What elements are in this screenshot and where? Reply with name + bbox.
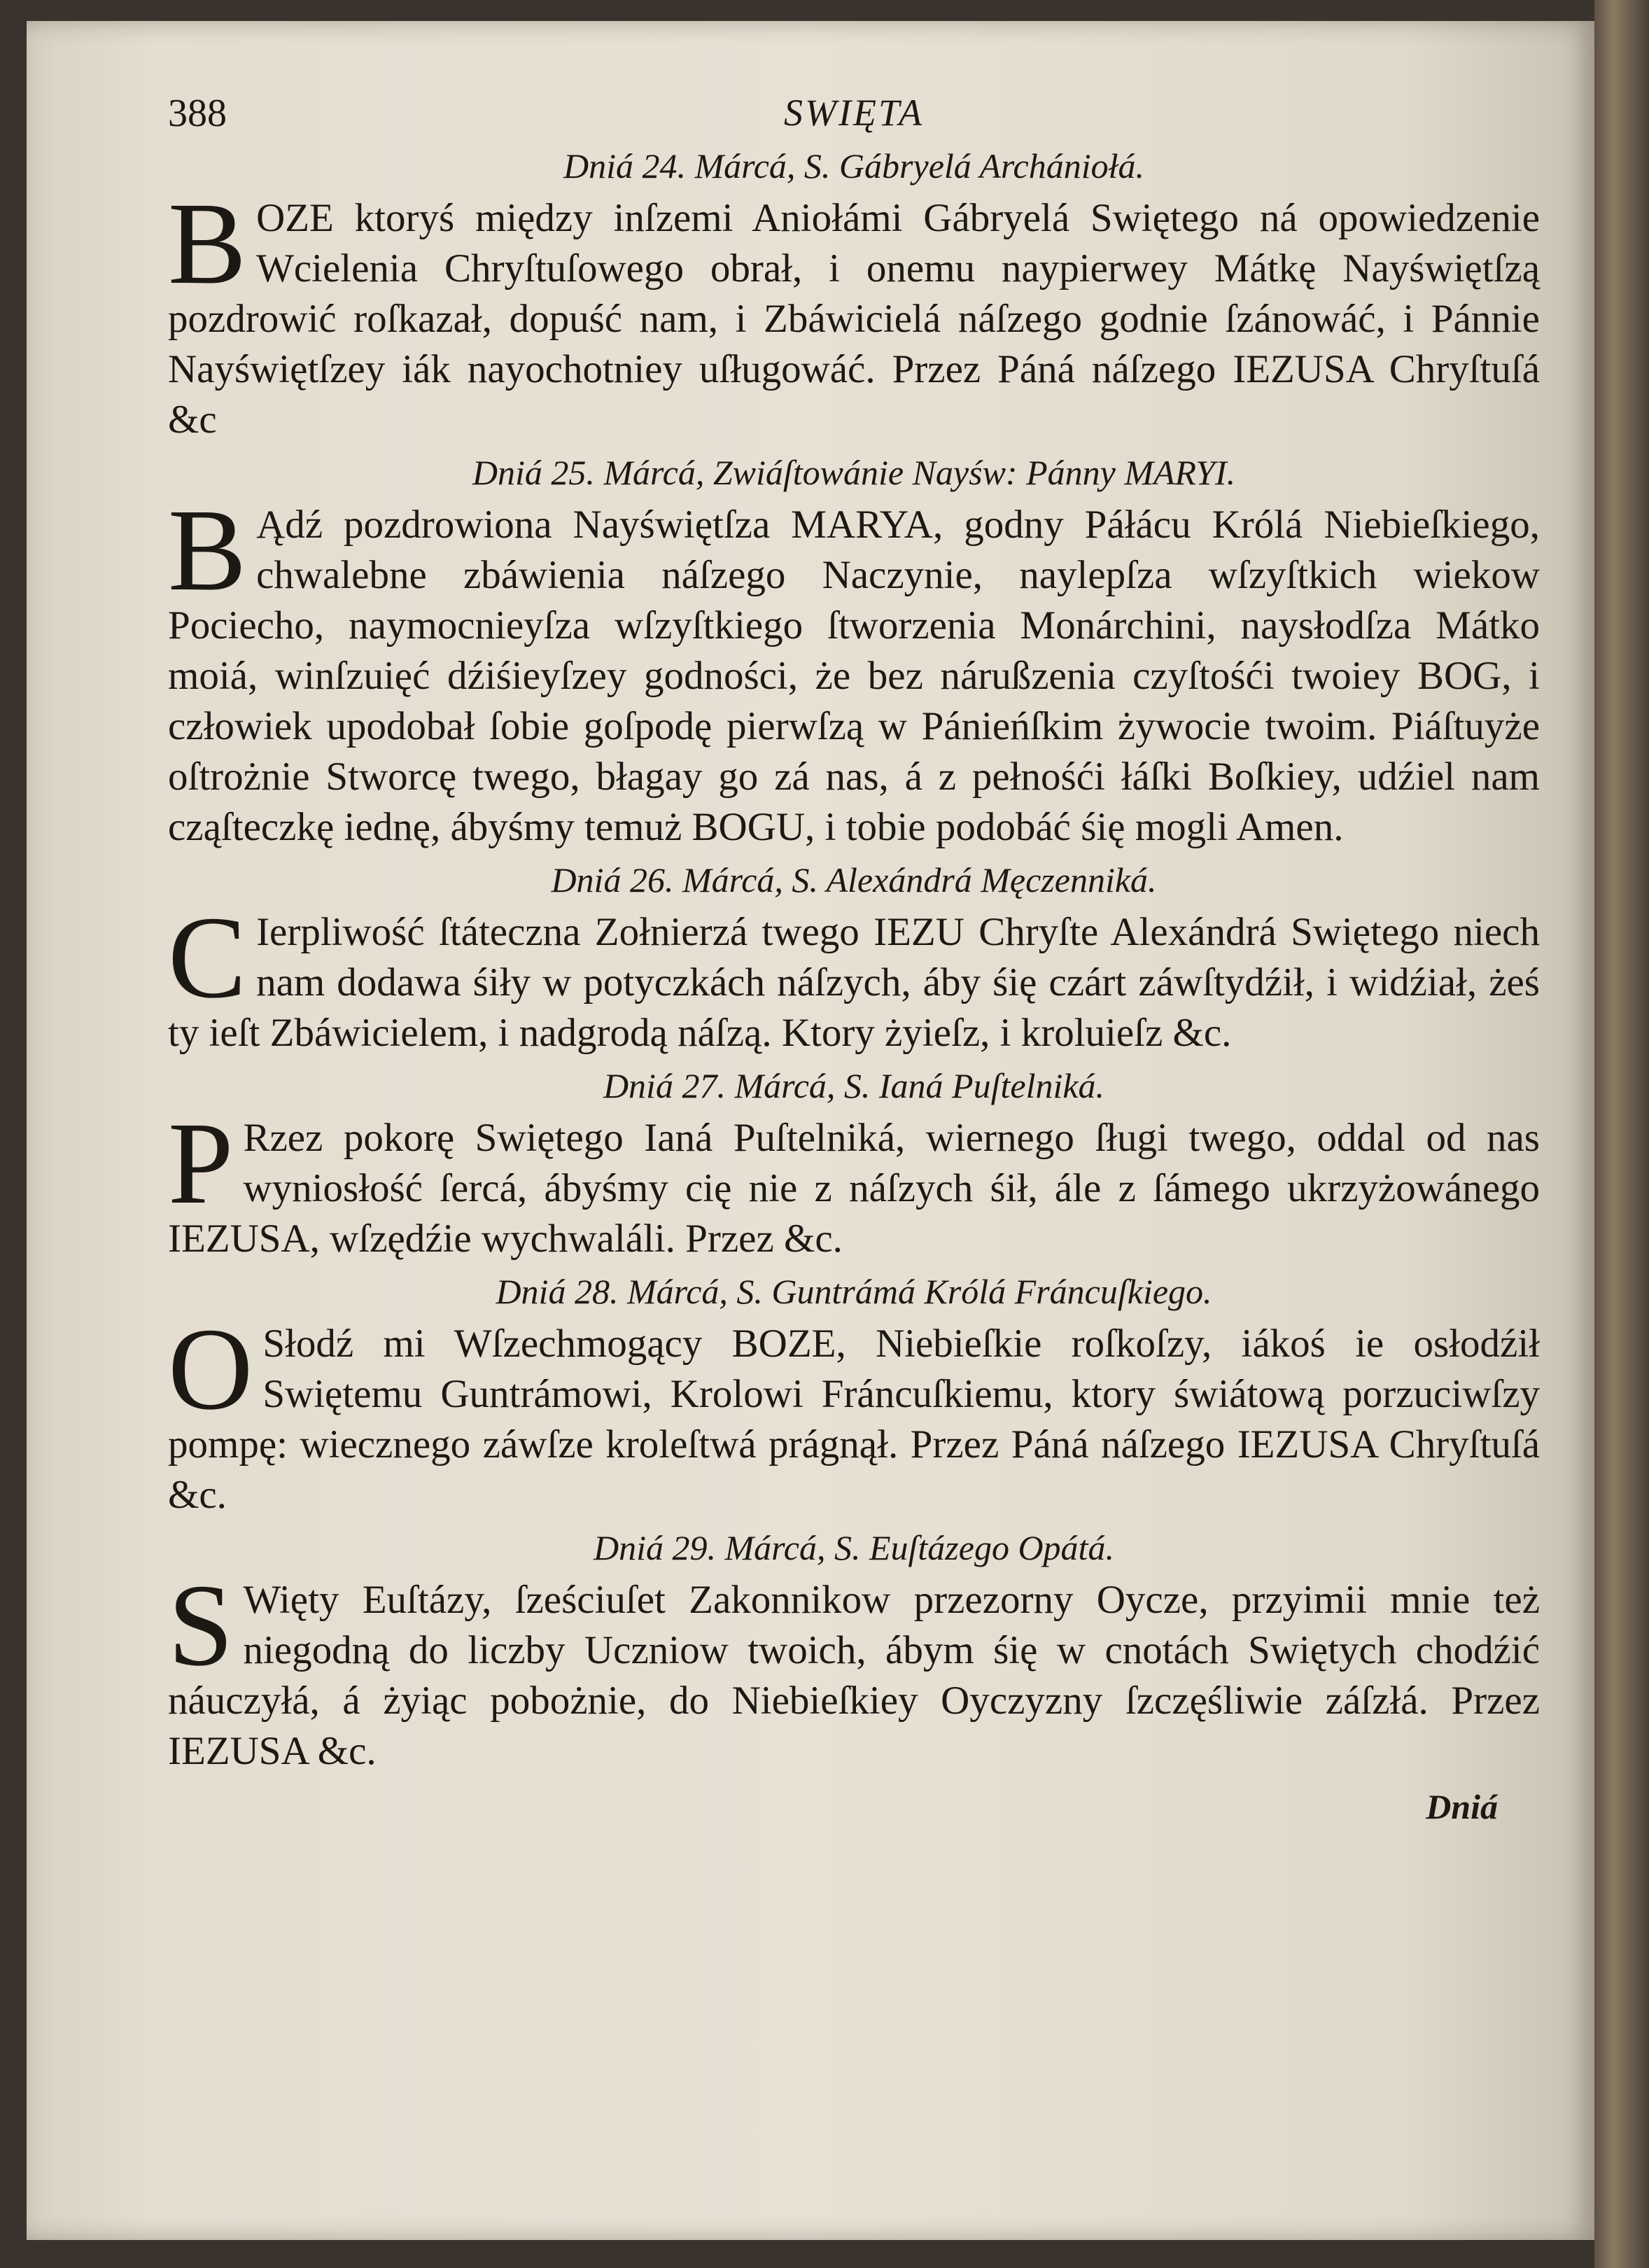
prayer-text: OZE ktoryś między inſzemi Aniołámi Gábryelá Swiętego ná opowiedzenie Wcielenia Chryſtuſowego obrał, i onemu naypierwey Mátkę Nayświętſzą pozdrowić roſkazał, dopuść nam, i Zbáwicielá náſzego godnie ſzánowáć, i Pánnie Nayświętſzey iák nayochotniey uſługowáć. Przez Páná náſzego IEZUSA Chryſtuſá &c	[168, 196, 1540, 442]
entry-rubric: Dniá 24. Márcá, S. Gábryelá Archániołá.	[563, 146, 1144, 186]
prayer-text: Słodź mi Wſzechmogący BOZE, Niebieſkie roſkoſzy, iákoś ie osłodźił Swiętemu Guntrámowi, Krolowi Fráncuſkiemu, ktory świátową porzuciwſzy pompę: wiecznego záwſze kroleſtwá prágnął. Przez Páná náſzego IEZUSA Chryſtuſá &c.	[168, 1322, 1540, 1517]
page-number: 388	[168, 92, 227, 135]
book-edge	[1594, 0, 1649, 2268]
drop-initial: P	[168, 1098, 234, 1228]
entry-prayer	[168, 485, 1540, 853]
drop-initial: S	[168, 1560, 234, 1690]
prayer-text: Więty Euſtázy, ſześciuſet Zakonnikow przezorny Oycze, przyimii mnie też niegodną do liczby Uczniow twoich, ábym śię w cnotách Swiętych chodźić náuczyłá, á żyiąc pobożnie, do Niebieſkiey Oyczyzny ſzczęśliwie záſzłá. Przez IEZUSA &c.	[168, 1578, 1540, 1773]
drop-initial: O	[168, 1304, 253, 1434]
running-head	[168, 91, 1540, 140]
catchword: Dniá	[1426, 1787, 1498, 1826]
drop-initial: B	[168, 485, 247, 615]
running-title: SWIĘTA	[784, 92, 924, 134]
drop-initial: C	[168, 892, 247, 1023]
entry-rubric: Dniá 26. Márcá, S. Alexándrá Męczenniká.	[551, 860, 1157, 899]
prayer-text: Ierpliwość ſtáteczna Zołnierzá twego IEZU Chryſte Alexándrá Swiętego niech nam dodawa śiły w potyczkách náſzych, áby śię czárt záwſtydźił, i widźiał, żeś ty ieſt Zbáwicielem, i nadgrodą náſzą. Ktory żyieſz, i kroluieſz &c.	[168, 910, 1540, 1055]
page-text	[168, 91, 1540, 1830]
entry-rubric: Dniá 25. Márcá, Zwiáſtowánie Nayśw: Pánny MARYI.	[472, 453, 1236, 492]
drop-initial: B	[168, 178, 247, 309]
entry-prayer	[168, 1304, 1540, 1520]
entry-prayer	[168, 178, 1540, 445]
entry-rubric: Dniá 27. Márcá, S. Ianá Puſtelniká.	[603, 1066, 1105, 1105]
entry-prayer	[168, 892, 1540, 1058]
prayer-text: Ądź pozdrowiona Nayświętſza MARYA, godny Páłácu Królá Niebieſkiego, chwalebne zbáwienia náſzego Naczynie, naylepſza wſzyſtkich wiekow Pociecho, naymocnieyſza wſzyſtkiego ſtworzenia Monárchini, naysłodſza Mátko moiá, winſzuięć dźiśieyſzey godności, że bez nárußzenia czyſtośći twoiey BOG, i człowiek upodobał ſobie goſpodę pierwſzą w Pánieńſkim żywocie twoim. Piáſtuyże oſtrożnie Stworcę twego, błagay go zá nas, á z pełnośći łáſki Boſkiey, udźiel nam cząſteczkę iednę, ábyśmy temuż BOGU, i tobie podobáć śię mogli Amen.	[168, 503, 1540, 849]
entry-prayer	[168, 1098, 1540, 1264]
entry-prayer	[168, 1560, 1540, 1777]
entry-rubric: Dniá 28. Márcá, S. Guntrámá Królá Fráncuſkiego.	[496, 1272, 1212, 1311]
entry-rubric: Dniá 29. Márcá, S. Euſtázego Opátá.	[594, 1528, 1114, 1567]
prayer-text: Rzez pokorę Swiętego Ianá Puſtelniká, wiernego ſługi twego, oddal od nas wyniosłość ſercá, ábyśmy cię nie z náſzych śił, ále z ſámego ukrzyżowánego IEZUSA, wſzędźie wychwaláli. Przez &c.	[168, 1116, 1540, 1261]
